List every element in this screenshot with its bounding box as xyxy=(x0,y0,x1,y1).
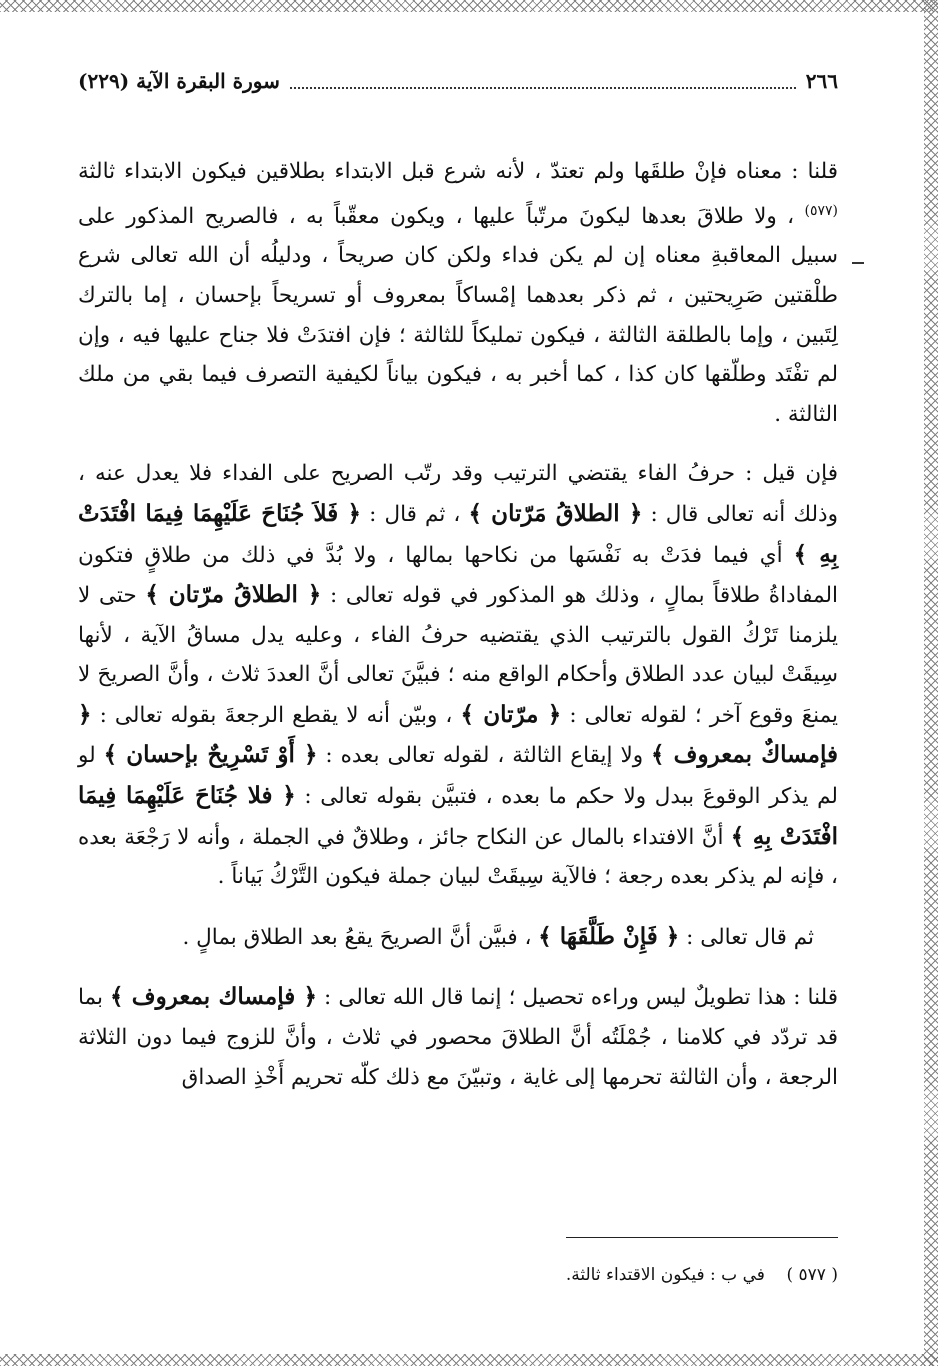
page-header xyxy=(78,64,838,98)
footnote-reference: (٥٧٧) xyxy=(804,202,838,219)
quran-quote: ﴿ الطلاقُ مرّتان ﴾ xyxy=(145,581,322,609)
quran-quote: ﴿ فَإِنْ طَلَّقَهَا ﴾ xyxy=(538,922,680,950)
paragraph xyxy=(78,152,838,434)
text-segment: قلنا : معناه فإنْ طلقَها ولم تعتدّ ، لأنه شرع قبل الابتداء بطلاقين فيكون الابتداء ثالثة xyxy=(78,159,838,184)
footnote-separator xyxy=(566,1237,838,1238)
text-segment: ، فبيَّن أنَّ الصريحَ يقعُ بعد الطلاق بمالٍ . xyxy=(182,924,539,950)
quran-quote: ﴿ الطلاقُ مَرّتان ﴾ xyxy=(468,499,643,527)
paragraph xyxy=(78,454,838,897)
header-leader-dots xyxy=(290,73,796,89)
text-segment: ، ثم قال : xyxy=(361,501,469,527)
text-segment: أي فيما فدَتْ به نَفْسَها من نكاحها بمالها ، ولا بُدَّ في ذلك من طلاقٍ فتكون المفاداةُ طلاقاً بمالٍ ، وذلك هو المذكور في قوله تعالى : xyxy=(78,542,838,609)
text-segment: قلنا : هذا تطويلٌ ليس وراءه تحصيل ؛ إنما قال الله تعالى : xyxy=(316,985,838,1011)
paragraph xyxy=(78,977,838,1097)
text-segment: لو لم يذكر الوقوعَ ببدل ولا حكم ما بعده ، فتبيَّن بقوله تعالى : xyxy=(78,743,838,810)
quran-quote: ﴿ فَلاَ جُنَاحَ عَلَيْهِمَا فِيمَا افْتَدَتْ بِهِ ﴾ xyxy=(78,499,838,568)
text-segment: بما قد تردّد في كلامنا ، جُمْلَتُه أنَّ الطلاقَ محصور في ثلاث ، وأنَّ للزوج فيما دون الثلاثة الرجعة ، وأن الثالثة تحرمها إلى غاية ، وتبيّنَ مع ذلك كلّه تحريم أَخْذِ الصداق xyxy=(78,985,838,1090)
book-page xyxy=(78,0,838,1366)
text-segment: ، ولا طلاقَ بعدها ليكونَ مرتّباً عليها ، ويكون معقّباً به ، فالصريح المذكور على سبيل المعاقبةِ معناه إن لم يكن فداء ولكن كان صريحاً ، ودليلُه أن الله تعالى شرع طلْقتين صَرِيحتين ، ثم ذكر بعدهما إمْساكاً بمعروف أو تسريحاً بإحسان ، إما بالترك لِتَبين ، وإما بالطلقة الثالثة ، فيكون تمليكاً للثالثة ؛ فإن افتدَتْ فلا جناح عليها فيه ، وإن لم تفْتَد وطلّقها كان كذا ، كما أخبر به ، فيكون بياناً لكيفية التصرف فيما بقي من ملك الثالثة . xyxy=(78,203,838,427)
text-segment: ثم قال تعالى : xyxy=(679,924,814,950)
text-segment: أنَّ الافتداء بالمال عن النكاح جائز ، وطلاقٌ في الجملة ، وأنه لا رَجْعَة بعده ، فإنه لم يذكر بعده رجعة ؛ فالآية سِيقَتْ لبيان جملة فيكون التَّرْكُ بَياناً . xyxy=(78,824,838,890)
footnote-text: في ب : فيكون الاقتداء ثالثة. xyxy=(565,1265,765,1285)
quran-quote: ﴿ فلا جُنَاحَ عَلَيْهِمَا فِيمَا افْتَدَتْ بِهِ ﴾ xyxy=(78,782,838,850)
main-text xyxy=(78,152,838,1117)
quran-quote: ﴿ فإمساك بمعروف ﴾ xyxy=(110,983,317,1011)
footnote xyxy=(78,1262,838,1288)
quran-quote: ﴿ مرّتان ﴾ xyxy=(460,700,562,728)
running-title: سورة البقرة الآية (٢٢٩) xyxy=(78,69,280,93)
page-border-right xyxy=(924,0,938,1366)
paragraph xyxy=(78,917,838,958)
text-segment: فإن قيل : حرفُ الفاء يقتضي الترتيب وقد رتّب الصريح على الفداء فلا يعدل عنه ، وذلك أنه تعالى قال : xyxy=(78,461,838,527)
text-segment: ولا إيقاع الثالثة ، لقوله تعالى بعده : xyxy=(317,743,652,769)
page-number: ٢٦٦ xyxy=(805,69,838,93)
text-segment: حتى لا يلزمنا تَرْكُ القول بالترتيب الذي يقتضيه حرفُ الفاء ، وعليه يدل مساقُ الآية ، لأنها سِيقَتْ لبيان عدد الطلاق وأحكام الواقع منه ؛ فبيَّنَ تعالى أنَّ العددَ ثلاث ، وأنَّ الصريحَ لا يمنعَ وقوع آخر ؛ لقوله تعالى : xyxy=(78,583,838,728)
quran-quote: ﴿ أَوْ تَسْرِيحٌ بإحسان ﴾ xyxy=(103,741,318,769)
text-segment: ، وبيّن أنه لا يقطع الرجعةَ بقوله تعالى : xyxy=(91,702,461,728)
margin-mark xyxy=(852,262,864,264)
footnote-number: ( ٥٧٧ ) xyxy=(786,1265,838,1285)
quran-quote: ﴿ فإمساكٌ بمعروف ﴾ xyxy=(78,700,839,769)
